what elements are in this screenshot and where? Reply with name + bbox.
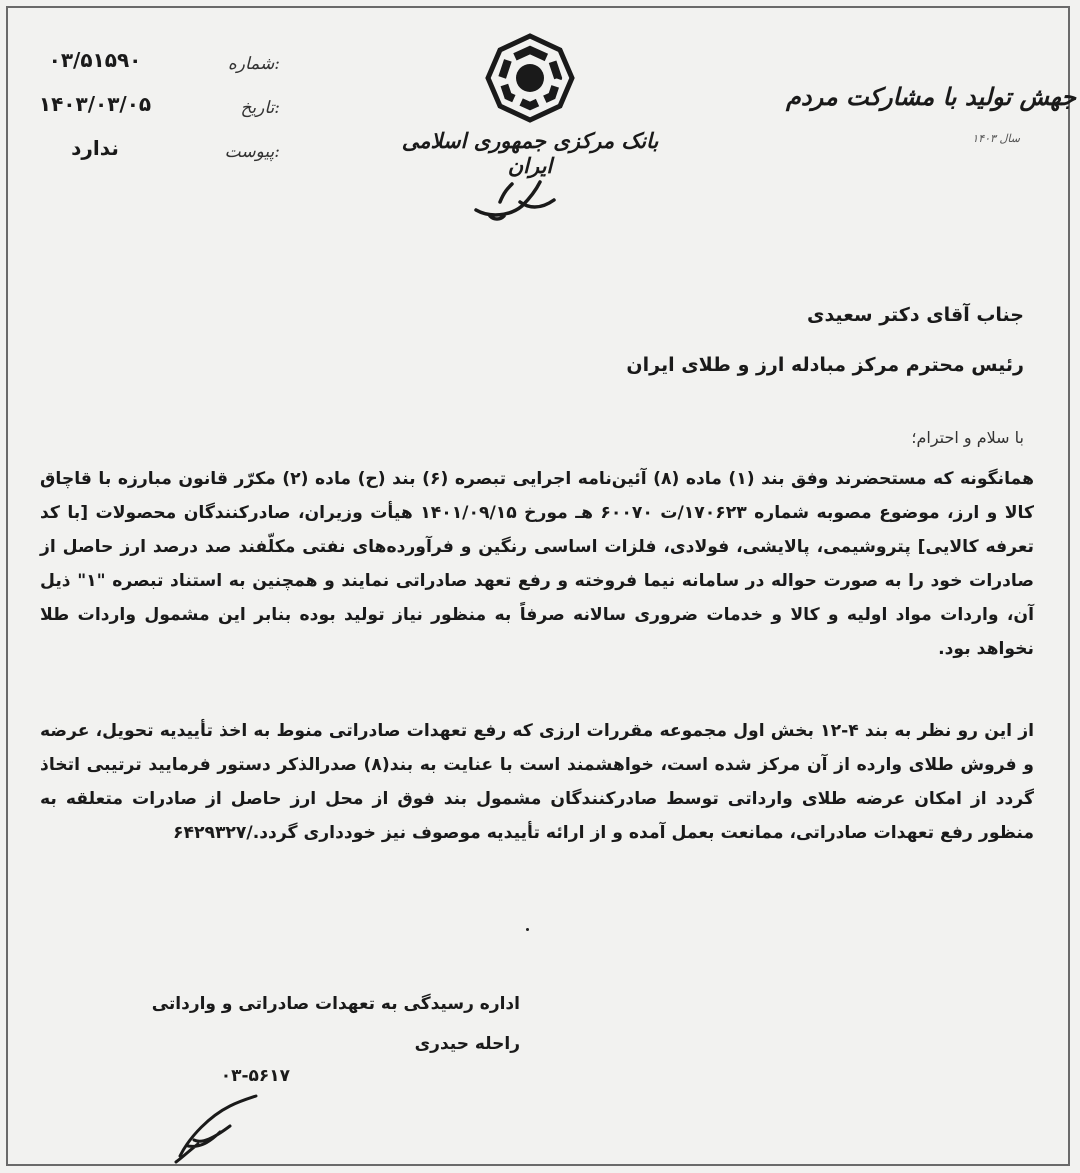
attachment-value: ندارد [71,136,119,160]
number-label: شماره: [227,54,280,74]
attachment-label: پیوست: [224,142,280,162]
letter-meta [20,48,280,180]
date-row [20,92,280,136]
body-paragraph-1: همانگونه که مستحضرند وفق بند (۱) ماده (۸) آئین‌نامه اجرایی تبصره (۶) بند (ح) ماده (۲) مکرّر قانون مبارزه با قاچاق کالا و ارز، موضوع مصوبه شماره ۱۷۰۶۲۳/ت ۶۰۰۷۰ هـ مورخ ۱۴۰۱/۰۹/۱۵ هیأت وزیران، صادرکنندگان محصولات [با کد تعرفه کالایی] پتروشیمی، پالایشی، فولادی، فلزات اساسی رنگین و فرآورده‌های نفتی مکلّفند صد درصد ارز حاصل از صادرات خود را به صورت حواله در سامانه نیما فروخته و رفع تعهد صادراتی نمایند و همچنین به استناد تبصره "۱" ذیل آن، واردات مواد اولیه و کالا و خدمات ضروری سالانه صرفاً به منظور نیاز تولید بوده بنابر این مشمول واردات طلا نخواهد بود. [40,469,1034,659]
bank-name: بانک مرکزی جمهوری اسلامی ایران [401,128,659,178]
number-row [20,48,280,92]
letter-date: ۱۴۰۳/۰۳/۰۵ [38,92,152,116]
signatory-name: راحله حیدری [414,1034,520,1054]
attachment-row [20,136,280,180]
handwritten-signature [160,1086,280,1166]
central-bank-logo-icon [482,30,578,126]
addressee-title: رئیس محترم مرکز مبادله ارز و طلای ایران [626,354,1024,376]
slogan-year: سال ۱۴۰۳ [972,132,1020,145]
signatory-code: ۰۳-۵۶۱۷ [220,1066,290,1086]
signatory-department: اداره رسیدگی به تعهدات صادراتی و وارداتی [151,994,520,1014]
body-paragraph-2: از این رو نظر به بند ۴-۱۲ بخش اول مجموعه مقررات ارزی که رفع تعهدات صادراتی منوط به اخذ تأییدیه تحویل، عرضه و فروش طلای وارده از آن مرکز شده است، خواهشمند است با عنایت به بند(۸) صدرالذکر دستور فرمایید ترتیبی اتخاذ گردد از امکان عرضه طلای وارداتی توسط صادرکنندگان مشمول بند فوق از محل ارز حاصل از صادرات متعلقه به منظور رفع تعهدات صادراتی، ممانعت بعمل آمده و از ارائه تأییدیه موصوف نیز خودداری گردد./۶۴۲۹۳۲۷ [40,721,1034,843]
stray-dot [526,928,529,931]
greeting: با سلام و احترام؛ [911,428,1024,447]
addressee-name: جناب آقای دکتر سعیدی [807,304,1024,326]
date-label: تاریخ: [240,98,280,118]
bank-calligraphy-mark [470,172,560,224]
letter-number: ۰۳/۵۱۵۹۰ [48,48,142,72]
slogan: جهش تولید با مشارکت مردم [786,82,1076,111]
